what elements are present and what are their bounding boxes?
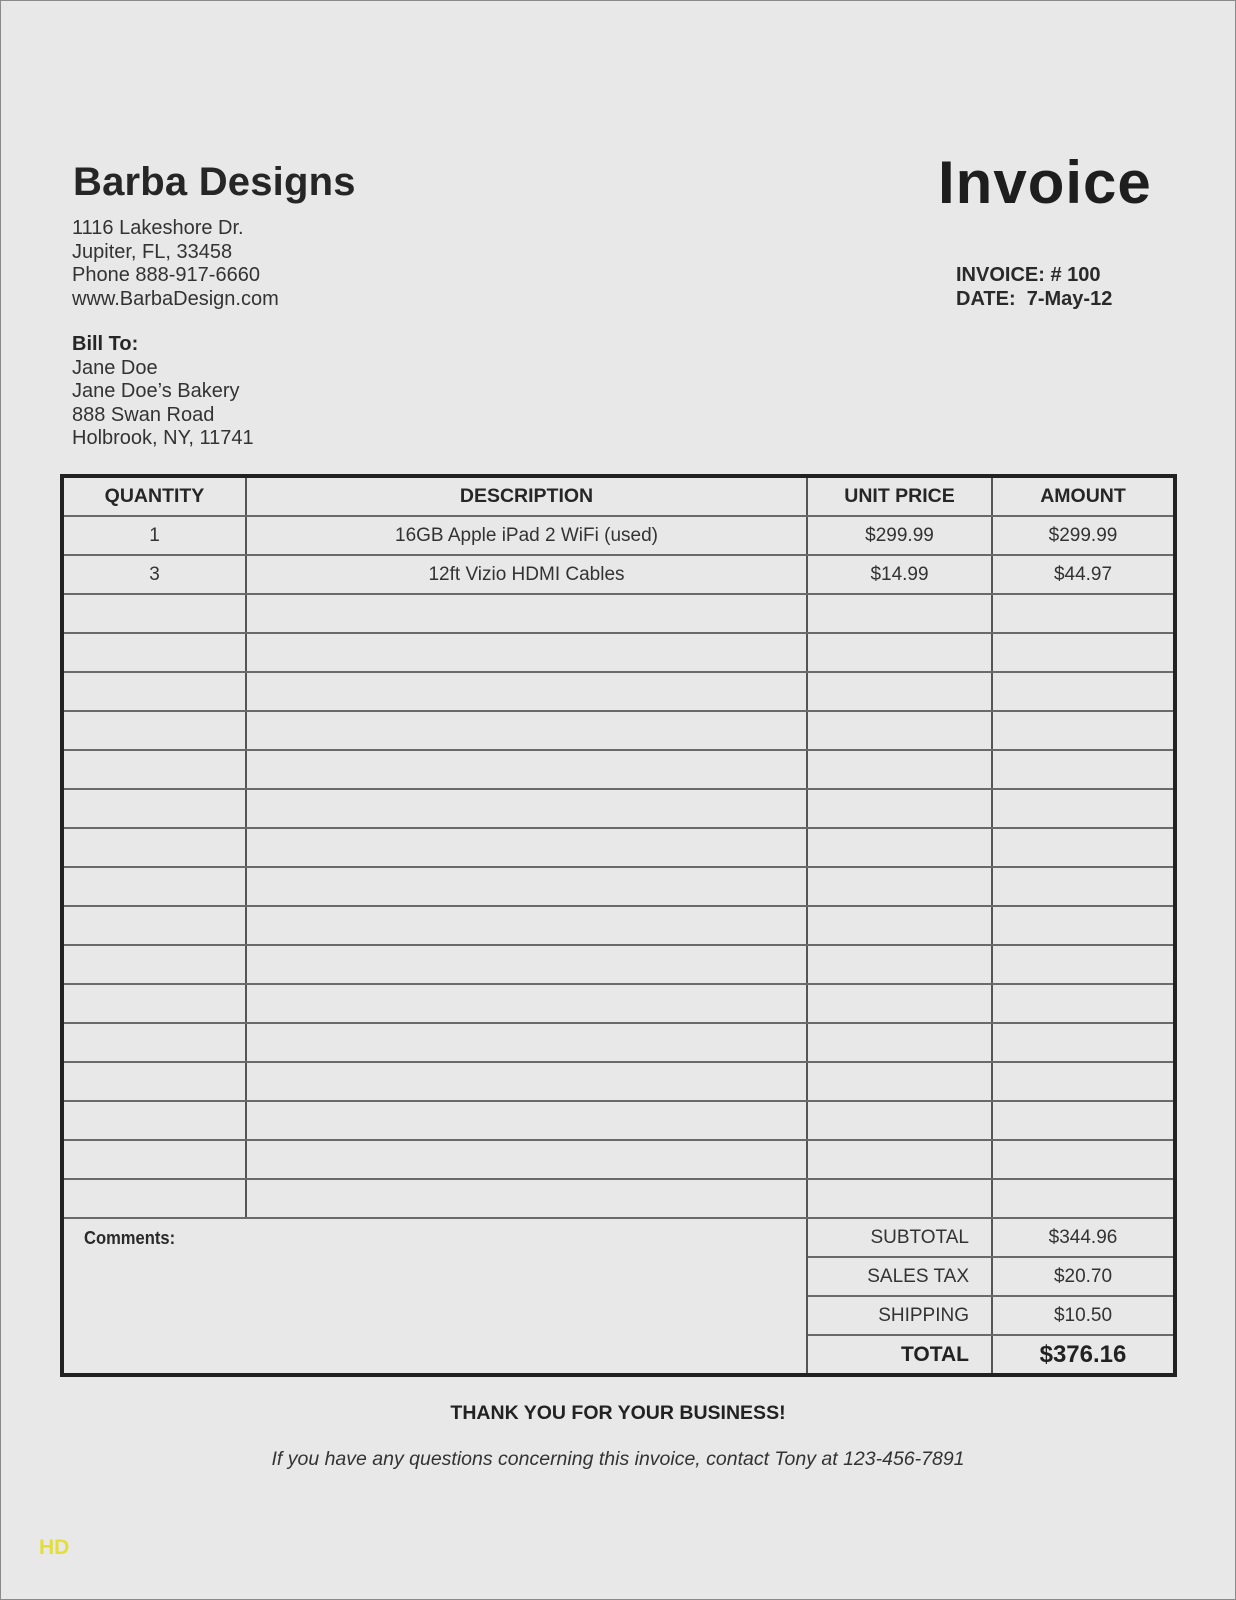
thank-you-message: THANK YOU FOR YOUR BUSINESS! (450, 1402, 786, 1424)
row-divider (64, 983, 1173, 985)
company-website: www.BarbaDesign.com (72, 287, 279, 310)
row-divider (64, 1139, 1173, 1141)
row-divider (64, 671, 1173, 673)
row-divider (64, 1100, 1173, 1102)
sales-tax-value: $20.70 (1053, 1265, 1113, 1287)
bill-to-block (72, 333, 254, 451)
row2-amount: $44.97 (1053, 563, 1113, 585)
header-amount: AMOUNT (1040, 485, 1126, 507)
comments-label: Comments: (84, 1228, 176, 1248)
row1-unit-price: $299.99 (865, 524, 934, 546)
company-phone: Phone 888-917-6660 (72, 264, 260, 286)
bill-to-street: 888 Swan Road (72, 403, 215, 426)
company-address-line1: 1116 Lakeshore Dr. (72, 217, 244, 239)
row-divider (64, 905, 1173, 907)
contact-message: If you have any questions concerning this invoice, contact Tony at 123-456-7891 (271, 1448, 965, 1470)
total-value: $376.16 (1039, 1340, 1127, 1368)
totals-divider (808, 1295, 1173, 1297)
row2-quantity: 3 (149, 563, 160, 585)
company-name: Barba Designs (73, 160, 356, 204)
row-divider (64, 827, 1173, 829)
subtotal-label: SUBTOTAL (870, 1226, 969, 1248)
row1-amount: $299.99 (1048, 524, 1118, 546)
items-bottom-divider (64, 1217, 1173, 1219)
row-divider (64, 1022, 1173, 1024)
totals-divider (808, 1334, 1173, 1336)
totals-divider (808, 1256, 1173, 1258)
invoice-meta (956, 264, 1112, 311)
header-quantity: QUANTITY (104, 485, 205, 507)
sales-tax-label: SALES TAX (867, 1265, 969, 1287)
row2-description: 12ft Vizio HDMI Cables (428, 563, 625, 585)
company-address-block (72, 217, 279, 311)
bill-to-city: Holbrook, NY, 11741 (72, 427, 254, 449)
invoice-number: INVOICE: # 100 (956, 264, 1101, 286)
row1-description: 16GB Apple iPad 2 WiFi (used) (395, 524, 658, 546)
shipping-label: SHIPPING (878, 1304, 969, 1326)
hd-watermark: HD (39, 1536, 70, 1559)
row-divider (64, 554, 1173, 556)
row-divider (64, 1061, 1173, 1063)
row-divider (64, 593, 1173, 595)
header-unit-price: UNIT PRICE (844, 485, 955, 507)
row1-quantity: 1 (149, 524, 160, 546)
row-divider (64, 749, 1173, 751)
shipping-value: $10.50 (1053, 1304, 1113, 1326)
subtotal-value: $344.96 (1048, 1226, 1118, 1248)
bill-to-label: Bill To: (72, 333, 139, 355)
row2-unit-price: $14.99 (870, 563, 929, 585)
row-divider (64, 632, 1173, 634)
row-divider (64, 788, 1173, 790)
row-divider (64, 515, 1173, 517)
invoice-date: DATE: 7-May-12 (956, 287, 1113, 310)
invoice-title: Invoice (938, 149, 1152, 216)
bill-to-company: Jane Doe’s Bakery (72, 380, 240, 402)
invoice-table (60, 474, 1177, 1377)
bill-to-name: Jane Doe (72, 356, 158, 379)
company-address-line2: Jupiter, FL, 33458 (72, 240, 233, 263)
row-divider (64, 710, 1173, 712)
header-description: DESCRIPTION (459, 485, 594, 507)
total-label: TOTAL (900, 1342, 969, 1366)
row-divider (64, 1178, 1173, 1180)
row-divider (64, 866, 1173, 868)
row-divider (64, 944, 1173, 946)
